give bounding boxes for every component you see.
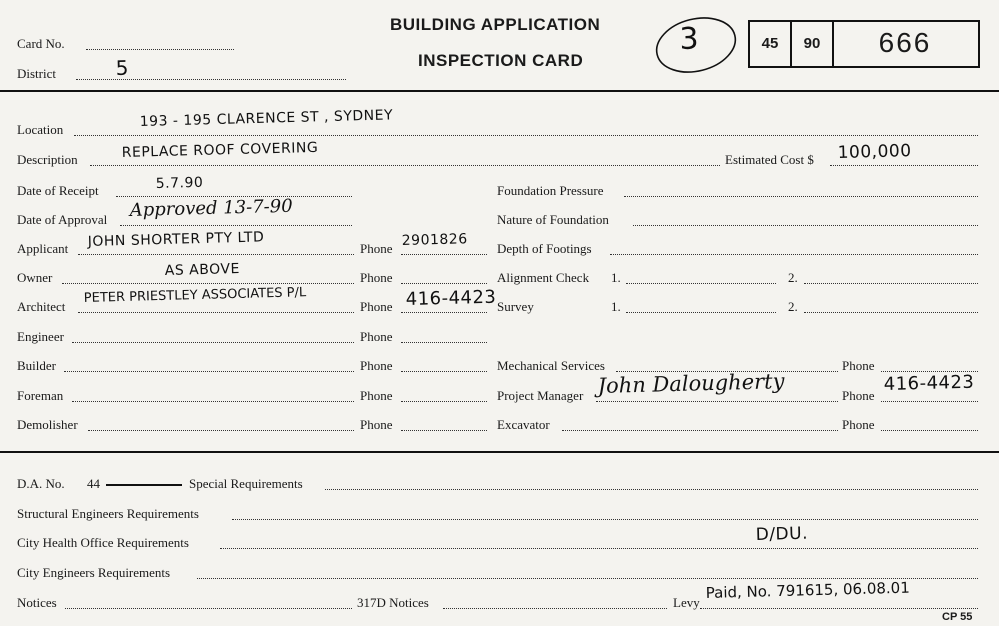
excavator-phone-label: Phone (842, 417, 875, 432)
owner-phone-label: Phone (360, 270, 393, 285)
mechanical-phone-label: Phone (842, 358, 875, 373)
survey-field-2 (804, 312, 978, 313)
foreman-field (72, 401, 354, 402)
owner-label: Owner (17, 270, 53, 285)
project-manager-phone-value: 416-4423 (883, 371, 975, 395)
section-divider (0, 451, 999, 453)
circled-mark-value: 3 (679, 21, 700, 57)
foundation-pressure-field (624, 196, 978, 197)
description-field (90, 165, 720, 166)
title-line-1: BUILDING APPLICATION (390, 15, 601, 34)
architect-phone-value: 416-4423 (405, 286, 497, 310)
levy-value: Paid, No. 791615, 06.08.01 (705, 578, 910, 602)
foundation-pressure-label: Foundation Pressure (497, 183, 604, 198)
builder-label: Builder (17, 358, 56, 373)
alignment-check-num-1: 1. (611, 270, 621, 285)
da-no-label: D.A. No. (17, 476, 65, 491)
survey-label: Survey (497, 299, 534, 314)
project-manager-phone-label: Phone (842, 388, 875, 403)
engineer-phone-field (401, 342, 487, 343)
notices-317d-label: 317D Notices (357, 595, 429, 610)
survey-field-1 (626, 312, 776, 313)
structural-label: Structural Engineers Requirements (17, 506, 199, 521)
box-value-2: 90 (803, 35, 821, 52)
demolisher-phone-field (401, 430, 487, 431)
location-label: Location (17, 122, 64, 137)
depth-of-footings-label: Depth of Footings (497, 241, 592, 256)
notices-317d-field (443, 608, 667, 609)
notices-label: Notices (17, 595, 57, 610)
date-of-receipt-value: 5.7.90 (155, 174, 204, 192)
title-line-2: INSPECTION CARD (418, 51, 584, 70)
owner-value: AS ABOVE (164, 261, 241, 279)
owner-field (62, 283, 354, 284)
card-no-field (86, 49, 234, 50)
estimated-cost-field (830, 165, 978, 166)
date-of-receipt-label: Date of Receipt (17, 183, 99, 198)
city-health-field (220, 548, 978, 549)
builder-phone-label: Phone (360, 358, 393, 373)
nature-of-foundation-field (633, 225, 978, 226)
demolisher-phone-label: Phone (360, 417, 393, 432)
builder-phone-field (401, 371, 487, 372)
survey-num-2: 2. (788, 299, 798, 314)
levy-label: Levy (673, 595, 700, 610)
box-value-3: 666 (878, 27, 932, 58)
architect-phone-label: Phone (360, 299, 393, 314)
project-manager-field (596, 401, 838, 402)
mechanical-services-label: Mechanical Services (497, 358, 605, 373)
architect-field (78, 312, 354, 313)
alignment-check-num-2: 2. (788, 270, 798, 285)
card-no-label: Card No. (17, 36, 65, 51)
estimated-cost-value: 100,000 (837, 141, 912, 163)
architect-phone-field (401, 312, 487, 313)
excavator-field (562, 430, 838, 431)
city-health-value: D/DU. (755, 523, 809, 545)
description-value: REPLACE ROOF COVERING (121, 139, 319, 161)
da-no-value: 44 (87, 476, 100, 491)
engineer-label: Engineer (17, 329, 64, 344)
city-engineers-label: City Engineers Requirements (17, 565, 171, 580)
district-value: 5 (115, 55, 130, 80)
district-label: District (17, 66, 56, 81)
excavator-label: Excavator (497, 417, 550, 432)
architect-value: PETER PRIESTLEY ASSOCIATES P/L (83, 285, 307, 306)
demolisher-field (88, 430, 354, 431)
reference-box (748, 20, 980, 68)
applicant-phone-label: Phone (360, 241, 393, 256)
engineer-phone-label: Phone (360, 329, 393, 344)
project-manager-value: John Dalougherty (597, 369, 785, 398)
nature-of-foundation-label: Nature of Foundation (497, 212, 609, 227)
survey-num-1: 1. (611, 299, 621, 314)
special-requirements-label: Special Requirements (189, 476, 303, 491)
location-value: 193 - 195 CLARENCE ST , SYDNEY (139, 107, 394, 130)
applicant-field (78, 254, 354, 255)
depth-of-footings-field (610, 254, 978, 255)
date-of-approval-label: Date of Approval (17, 212, 108, 227)
da-no-line (106, 484, 182, 486)
applicant-phone-value: 2901826 (401, 231, 468, 249)
engineer-field (72, 342, 354, 343)
project-manager-label: Project Manager (497, 388, 584, 403)
description-label: Description (17, 152, 78, 167)
excavator-phone-field (881, 430, 978, 431)
alignment-check-field-2 (804, 283, 978, 284)
header-divider (0, 90, 999, 92)
applicant-label: Applicant (17, 241, 69, 256)
box-value-1: 45 (761, 35, 779, 52)
applicant-value: JOHN SHORTER PTY LTD (87, 229, 265, 250)
location-field (74, 135, 978, 136)
form-code: CP 55 (942, 611, 973, 623)
builder-field (64, 371, 354, 372)
city-health-label: City Health Office Requirements (17, 535, 189, 550)
notices-field (65, 608, 352, 609)
owner-phone-field (401, 283, 487, 284)
levy-field (700, 608, 978, 609)
estimated-cost-label: Estimated Cost $ (725, 152, 814, 167)
demolisher-label: Demolisher (17, 417, 78, 432)
alignment-check-label: Alignment Check (497, 270, 590, 285)
alignment-check-field-1 (626, 283, 776, 284)
structural-field (232, 519, 978, 520)
special-requirements-field (325, 489, 978, 490)
foreman-phone-label: Phone (360, 388, 393, 403)
city-engineers-field (197, 578, 978, 579)
applicant-phone-field (401, 254, 487, 255)
architect-label: Architect (17, 299, 66, 314)
foreman-phone-field (401, 401, 487, 402)
date-of-approval-value: Approved 13-7-90 (129, 195, 293, 221)
date-of-approval-field (120, 225, 352, 226)
foreman-label: Foreman (17, 388, 64, 403)
project-manager-phone-field (881, 401, 978, 402)
